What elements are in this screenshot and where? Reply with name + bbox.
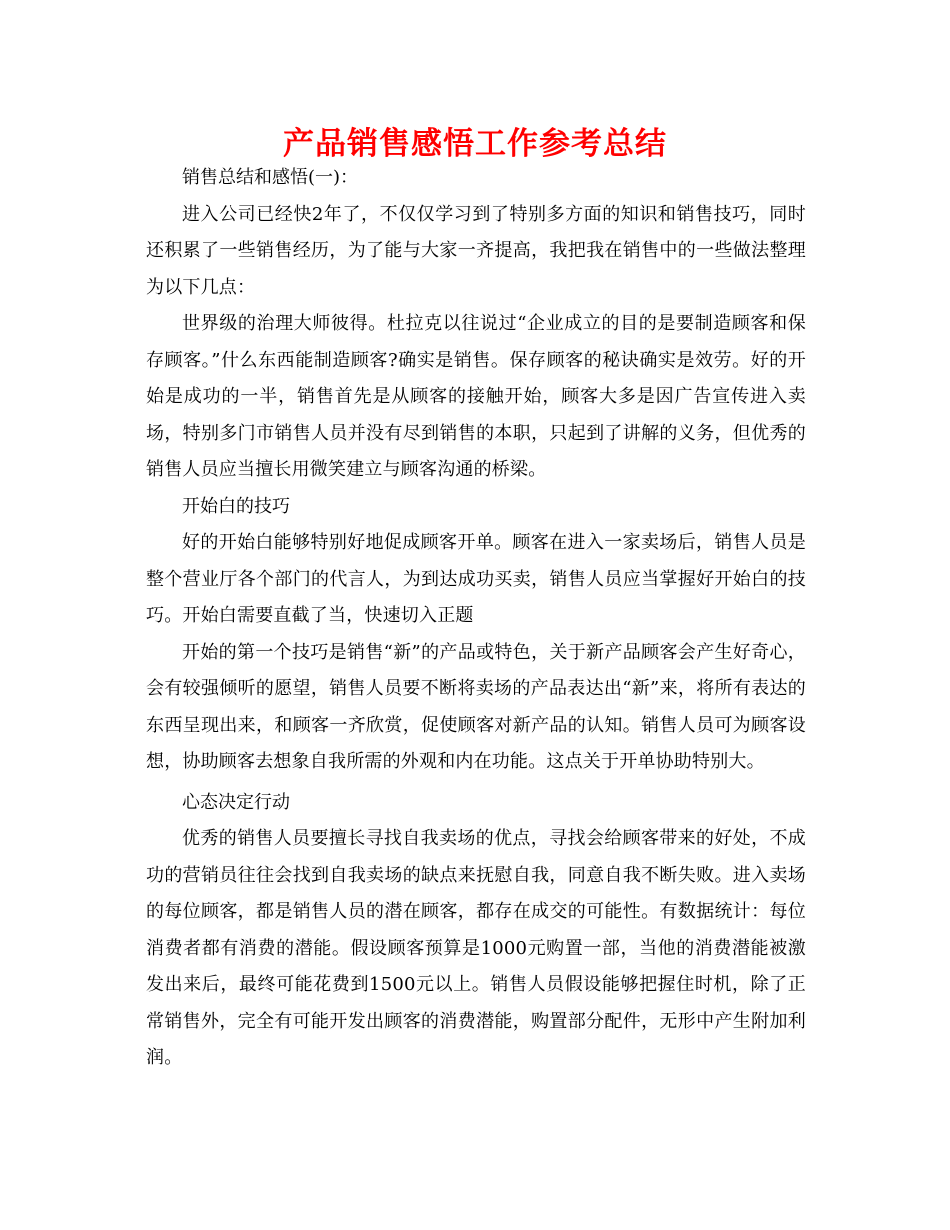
document-body [146, 160, 806, 1077]
paragraph-new-products: 开始的第一个技巧是销售“新”的产品或特色，关于新产品顾客会产生好奇心，会有较强倾听的愿望，销售人员要不断将卖场的产品表达出“新”来，将所有表达的东西呈现出来，和顾客一齐欣赏，促使顾客对新产品的认知。销售人员可为顾客设想，协助顾客去想象自我所需的外观和内在功能。这点关于开单协助特别大。 [146, 641, 806, 772]
paragraph-drucker-quote: 世界级的治理大师彼得。杜拉克以往说过“企业成立的目的是要制造顾客和保存顾客。”什么东西能制造顾客?确实是销售。保存顾客的秘诀确实是效劳。好的开始是成功的一半，销售首先是从顾客的接触开始，顾客大多是因广告宣传进入卖场，特别多门市销售人员并没有尽到销售的本职，只起到了讲解的义务，但优秀的销售人员应当擅长用微笑建立与顾客沟通的桥梁。 [146, 313, 806, 480]
section-heading-opening-skills: 开始白的技巧 [182, 495, 290, 517]
paragraph-intro: 进入公司已经快2年了，不仅仅学习到了特别多方面的知识和销售技巧，同时还积累了一些销售经历，为了能与大家一齐提高，我把我在销售中的一些做法整理为以下几点： [146, 203, 806, 298]
paragraph-mindset: 优秀的销售人员要擅长寻找自我卖场的优点，寻找会给顾客带来的好处，不成功的营销员往往会找到自我卖场的缺点来抚慰自我，同意自我不断失败。进入卖场的每位顾客，都是销售人员的潜在顾客，都存在成交的可能性。有数据统计：每位消费者都有消费的潜能。假设顾客预算是1000元购置一部，当他的消费潜能被激发出来后，最终可能花费到1500元以上。销售人员假设能够把握住时机，除了正常销售外，完全有可能开发出顾客的消费潜能，购置部分配件，无形中产生附加利润。 [146, 828, 806, 1068]
paragraph-opening-skills: 好的开始白能够特别好地促成顾客开单。顾客在进入一家卖场后，销售人员是整个营业厅各个部门的代言人，为到达成功买卖，销售人员应当掌握好开始白的技巧。开始白需要直截了当，快速切入正题 [146, 532, 806, 626]
document-title: 产品销售感悟工作参考总结 [283, 126, 667, 162]
section-subtitle: 销售总结和感悟(一)： [182, 167, 359, 188]
section-heading-mindset: 心态决定行动 [182, 791, 290, 813]
